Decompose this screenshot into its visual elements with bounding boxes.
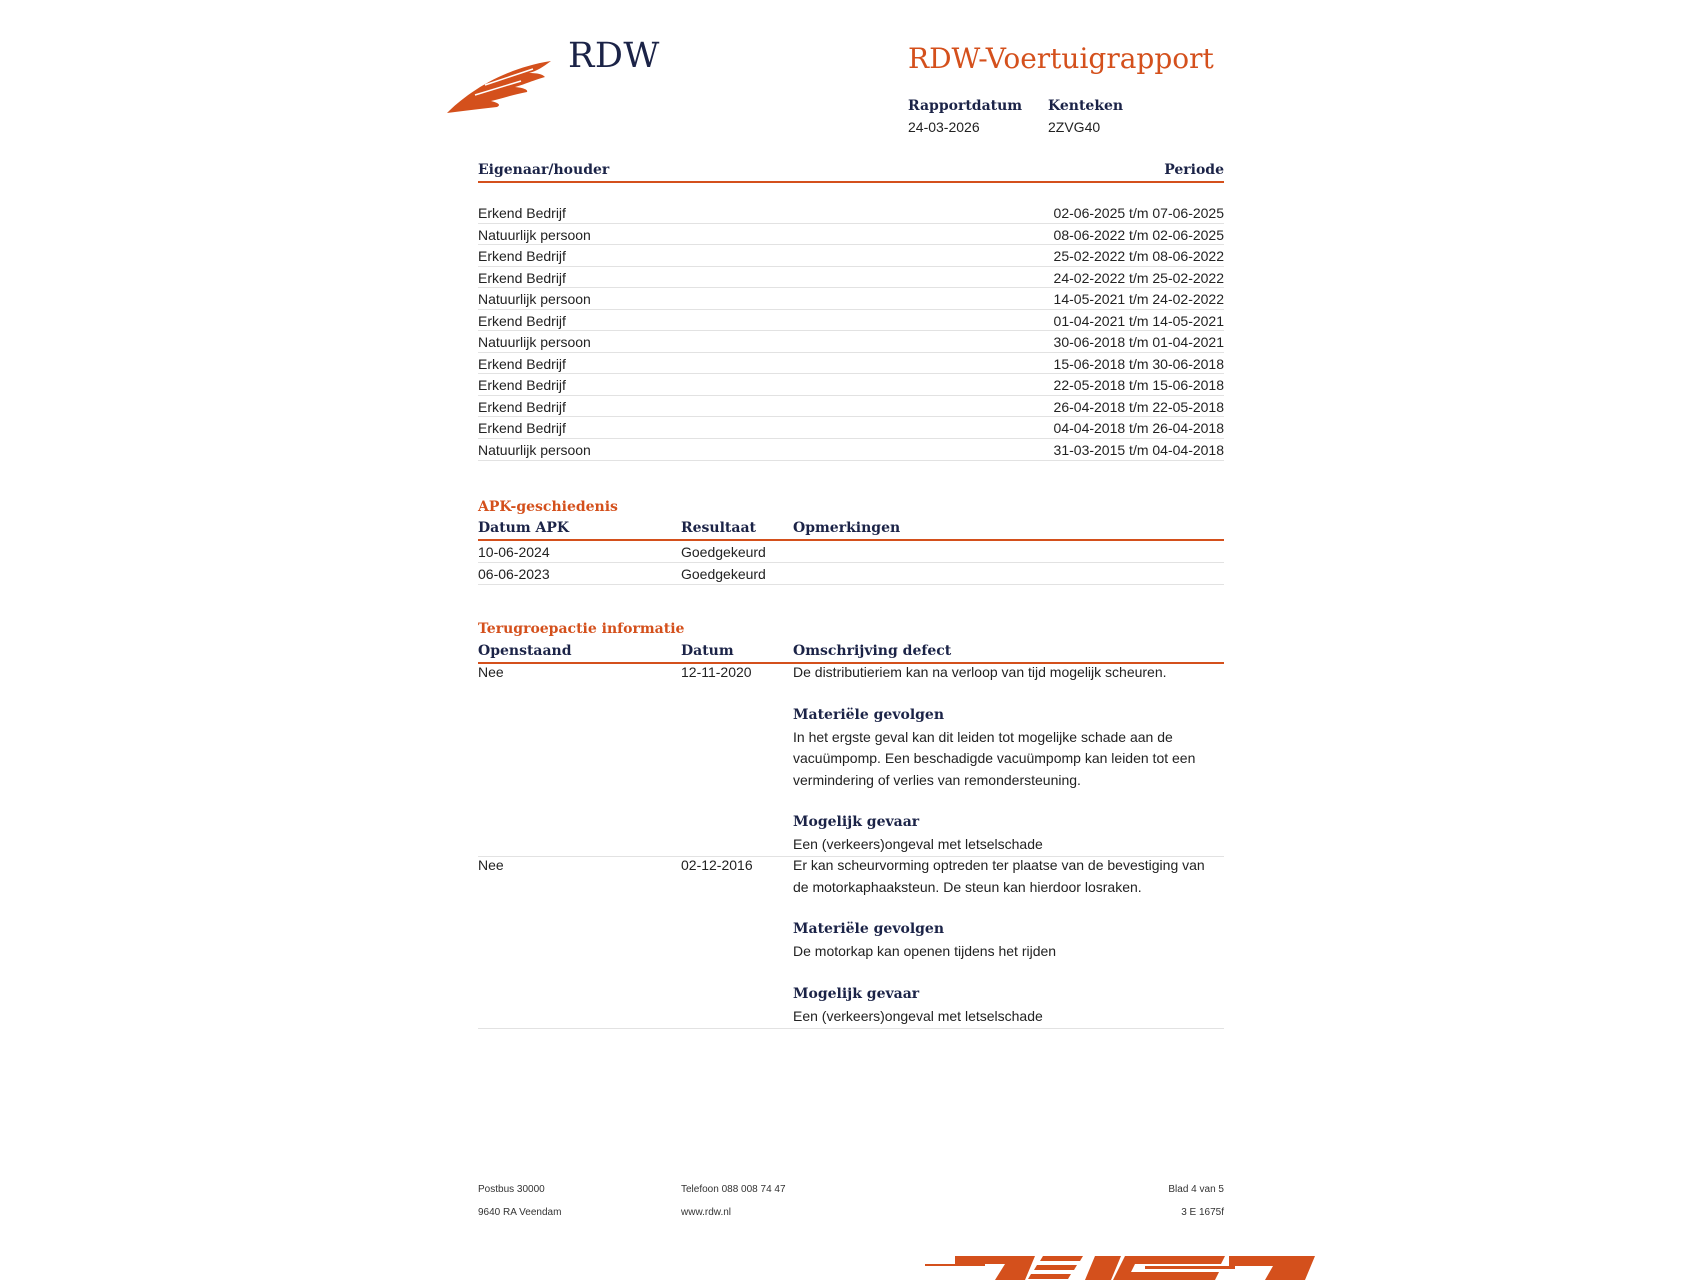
apk-row [478, 541, 1224, 563]
plate-label: Kenteken [1048, 98, 1124, 114]
owner-row [478, 439, 1224, 461]
recall-date: 02-12-2016 [681, 857, 753, 873]
owner-type: Erkend Bedrijf [478, 356, 566, 372]
recall-material-line: vacuümpomp. Een beschadigde vacuümpomp kan leiden tot een [793, 750, 1196, 766]
owner-type: Erkend Bedrijf [478, 313, 566, 329]
recall-section-title: Terugroepactie informatie [478, 621, 685, 637]
owner-row [478, 353, 1224, 374]
owner-row [478, 267, 1224, 288]
owner-row [478, 202, 1224, 224]
recall-defect-line: de motorkaphaaksteun. De steun kan hierdoor losraken. [793, 879, 1142, 895]
owner-type: Natuurlijk persoon [478, 227, 591, 243]
owner-type: Erkend Bedrijf [478, 377, 566, 393]
owner-period: 30-06-2018 t/m 01-04-2021 [1053, 334, 1224, 350]
report-date-label: Rapportdatum [908, 98, 1023, 114]
recall-material-line: De motorkap kan openen tijdens het rijden [793, 943, 1057, 959]
owner-type: Erkend Bedrijf [478, 420, 566, 436]
recall-row-divider [478, 1028, 1224, 1029]
owner-row [478, 374, 1224, 396]
recall-danger-line: Een (verkeers)ongeval met letselschade [793, 836, 1043, 852]
owner-row [478, 224, 1224, 245]
owner-type: Erkend Bedrijf [478, 205, 566, 221]
owner-period: 01-04-2021 t/m 14-05-2021 [1053, 313, 1224, 329]
owner-period: 02-06-2025 t/m 07-06-2025 [1053, 205, 1224, 221]
apk-result: Goedgekeurd [681, 544, 766, 560]
recall-open: Nee [478, 857, 504, 873]
owner-row [478, 245, 1224, 267]
owner-period: 15-06-2018 t/m 30-06-2018 [1053, 356, 1224, 372]
owner-period: 14-05-2021 t/m 24-02-2022 [1053, 291, 1224, 307]
recall-open: Nee [478, 664, 504, 680]
report-title: RDW-Voertuigrapport [908, 42, 1214, 75]
footer-page-number: Blad 4 van 5 [1168, 1184, 1224, 1195]
owner-row [478, 310, 1224, 331]
owner-row [478, 288, 1224, 310]
period-column-header: Periode [1164, 162, 1224, 178]
owner-period: 26-04-2018 t/m 22-05-2018 [1053, 399, 1224, 415]
owner-period: 25-02-2022 t/m 08-06-2022 [1053, 248, 1224, 264]
owner-period: 04-04-2018 t/m 26-04-2018 [1053, 420, 1224, 436]
rdw-wing-logo-icon [445, 55, 555, 115]
owner-row [478, 331, 1224, 353]
owner-period: 24-02-2022 t/m 25-02-2022 [1053, 270, 1224, 286]
owner-type: Erkend Bedrijf [478, 248, 566, 264]
recall-material-label: Materiële gevolgen [793, 707, 945, 723]
recall-material-label: Materiële gevolgen [793, 921, 945, 937]
owner-period: 31-03-2015 t/m 04-04-2018 [1053, 442, 1224, 458]
recall-danger-label: Mogelijk gevaar [793, 814, 920, 830]
owner-period: 22-05-2018 t/m 15-06-2018 [1053, 377, 1224, 393]
apk-result: Goedgekeurd [681, 566, 766, 582]
recall-date-column-header: Datum [681, 643, 734, 659]
recall-material-line: In het ergste geval kan dit leiden tot mogelijke schade aan de [793, 729, 1173, 745]
brand-name: RDW [568, 36, 660, 76]
recall-defect-line: De distributieriem kan na verloop van tijd mogelijk scheuren. [793, 664, 1167, 680]
plate-value: 2ZVG40 [1048, 119, 1101, 135]
report-date-value: 24-03-2026 [908, 119, 980, 135]
recall-open-column-header: Openstaand [478, 643, 572, 659]
recall-material-line: vermindering of verlies van remondersteuning. [793, 772, 1081, 788]
owner-period: 08-06-2022 t/m 02-06-2025 [1053, 227, 1224, 243]
owner-row [478, 417, 1224, 439]
apk-remarks-column-header: Opmerkingen [793, 520, 901, 536]
recall-danger-line: Een (verkeers)ongeval met letselschade [793, 1008, 1043, 1024]
apk-row [478, 563, 1224, 585]
owner-type: Natuurlijk persoon [478, 291, 591, 307]
owner-type: Natuurlijk persoon [478, 442, 591, 458]
owners-header-rule [478, 181, 1224, 183]
footer-city: 9640 RA Veendam [478, 1207, 562, 1218]
owner-type: Natuurlijk persoon [478, 334, 591, 350]
recall-defect-line: Er kan scheurvorming optreden ter plaatse van de bevestiging van [793, 857, 1205, 873]
recall-date: 12-11-2020 [681, 664, 752, 680]
footer-website: www.rdw.nl [681, 1207, 732, 1218]
footer-postbus: Postbus 30000 [478, 1184, 545, 1195]
owner-type: Erkend Bedrijf [478, 399, 566, 415]
footer-phone: Telefoon 088 008 74 47 [681, 1184, 786, 1195]
owner-type: Erkend Bedrijf [478, 270, 566, 286]
recall-danger-label: Mogelijk gevaar [793, 986, 920, 1002]
recall-desc-column-header: Omschrijving defect [793, 643, 952, 659]
owner-row [478, 396, 1224, 417]
apk-date: 06-06-2023 [478, 566, 550, 582]
apk-result-column-header: Resultaat [681, 520, 756, 536]
rdw-stripes-decoration-icon [925, 1252, 1315, 1280]
owner-column-header: Eigenaar/houder [478, 162, 610, 178]
apk-date: 10-06-2024 [478, 544, 550, 560]
apk-section-title: APK-geschiedenis [478, 499, 618, 515]
footer-document-code: 3 E 1675f [1181, 1207, 1224, 1218]
apk-date-column-header: Datum APK [478, 520, 570, 536]
